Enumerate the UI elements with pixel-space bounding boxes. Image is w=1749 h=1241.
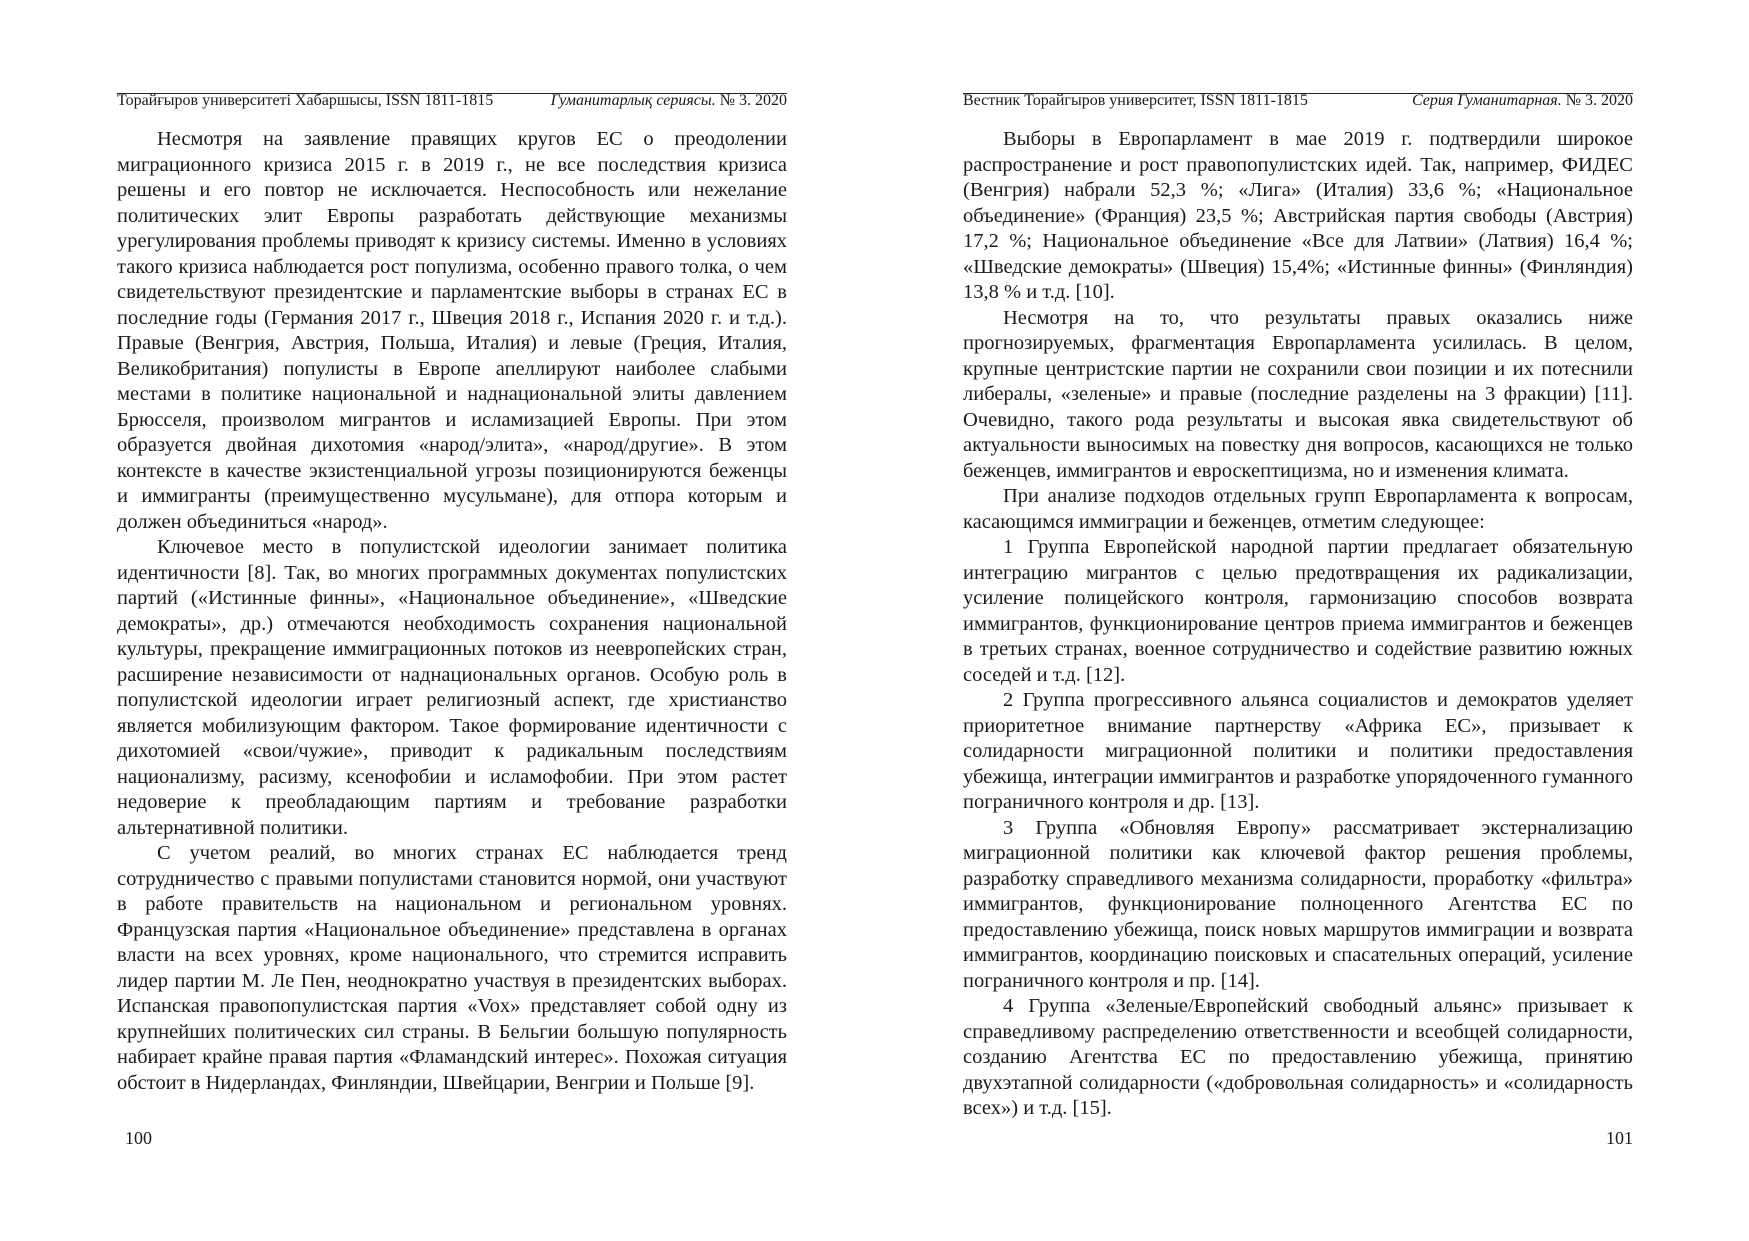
running-header	[117, 91, 787, 109]
paragraph: При анализе подходов отдельных групп Европарламента к вопросам, касающимся иммиграции и беженцев, отметим следующее:	[963, 485, 1633, 533]
paragraph: С учетом реалий, во многих странах ЕС наблюдается тренд сотрудничество с правыми популистами становится нормой, они участвуют в работе правительств на национальном и региональном уровнях. Французская партия «Национальное объединение» представлена в органах власти на всех уровнях, кроме национального, что стремится исправить лидер партии М. Ле Пен, неоднократно участвуя в президентских выборах. Испанская правопопулистская партия «Vox» представляет собой одну из крупнейших политических сил страны. В Бельгии большую популярность набирает крайне правая партия «Фламандский интерес». Похожая ситуация обстоит в Нидерландах, Финляндии, Швейцарии, Венгрии и Польше [9].	[117, 842, 787, 1094]
journal-title: Торайғыров университеті Хабаршысы, ISSN 1811-1815	[117, 92, 494, 109]
page-body	[117, 127, 787, 1096]
page-body	[963, 127, 1633, 1122]
running-header	[963, 91, 1633, 109]
paragraph: 2 Группа прогрессивного альянса социалистов и демократов уделяет приоритетное внимание партнерству «Африка ЕС», призывает к солидарности миграционной политики и политики предоставления убежища, интеграции иммигрантов и разработке упорядоченного гуманного пограничного контроля и др. [13].	[963, 689, 1633, 813]
paragraph: Несмотря на заявление правящих кругов ЕС о преодолении миграционного кризиса 2015 г. в 2019 г., не все последствия кризиса решены и его повтор не исключается. Неспособность или нежелание политических элит Европы разработать действующие механизмы урегулирования проблемы приводят к кризису системы. Именно в условиях такого кризиса наблюдается рост популизма, особенно правого толка, о чем свидетельствуют президентские и парламентские выборы в странах ЕС в последние годы (Германия 2017 г., Швеция 2018 г., Испания 2020 г. и т.д.). Правые (Венгрия, Австрия, Польша, Италия) и левые (Греция, Италия, Великобритания) популисты в Европе апеллируют наиболее слабыми местами в политике национальной и наднациональной элиты давлением Брюсселя, произволом мигрантов и исламизацией Европы. При этом образуется двойная дихотомия «народ/элита», «народ/другие». В этом контексте в качестве экзистенциальной угрозы позиционируются беженцы и иммигранты (преимущественно мусульмане), для отпора которым и должен объединиться «народ».	[117, 128, 787, 533]
series-info	[551, 91, 787, 111]
page-number: 101	[1606, 1128, 1633, 1148]
paragraph: 3 Группа «Обновляя Европу» рассматривает экстернализацию миграционной политики как ключевой фактор решения проблемы, разработку справедливого механизма солидарности, проработку «фильтра» иммигрантов, функционирование полноценного Агентства ЕС по предоставлению убежища, поиск новых маршрутов иммиграции и возврата иммигрантов, координацию поисковых и спасательных операций, усиление пограничного контроля и пр. [14].	[963, 816, 1633, 992]
paragraph: Выборы в Европарламент в мае 2019 г. подтвердили широкое распространение и рост правопопулистских идей. Так, например, ФИДЕС (Венгрия) набрали 52,3 %; «Лига» (Италия) 33,6 %; «Национальное объединение» (Франция) 23,5 %; Австрийская партия свободы (Австрия) 17,2 %; Национальное объединение «Все для Латвии» (Латвия) 16,4 %; «Шведские демократы» (Швеция) 15,4%; «Истинные финны» (Финляндия) 13,8 % и т.д. [10].	[963, 128, 1633, 303]
series-name: Серия Гуманитарная.	[1412, 92, 1562, 109]
page-number: 100	[125, 1128, 152, 1148]
paragraph: 4 Группа «Зеленые/Европейский свободный альянс» призывает к справедливому распределению ответственности и всеобщей солидарности, созданию Агентства ЕС по предоставлению убежища, принятию двухэтапной солидарности («добровольная солидарность» и «солидарность всех») и т.д. [15].	[963, 995, 1633, 1119]
paragraph: 1 Группа Европейской народной партии предлагает обязательную интеграцию мигрантов с целью предотвращения их радикализации, усиление полицейского контроля, гармонизацию способов возврата иммигрантов, функционирование центров приема иммигрантов и беженцев в третьих странах, военное сотрудничество и содействие развитию южных соседей и т.д. [12].	[963, 536, 1633, 686]
issue-number: № 3. 2020	[1565, 92, 1633, 109]
paragraph: Несмотря на то, что результаты правых оказались ниже прогнозируемых, фрагментация Европарламента усилилась. В целом, крупные центристские партии не сохранили свои позиции и их потеснили либералы, «зеленые» и правые (последние разделены на 3 фракции) [11]. Очевидно, такого рода результаты и высокая явка свидетельствуют об актуальности выносимых на повестку дня вопросов, касающихся не только беженцев, иммигрантов и евроскептицизма, но и изменения климата.	[963, 306, 1633, 482]
issue-number: № 3. 2020	[719, 92, 787, 109]
journal-title: Вестник Торайгыров университет, ISSN 1811-1815	[963, 92, 1308, 109]
paragraph: Ключевое место в популистской идеологии занимает политика идентичности [8]. Так, во многих программных документах популистских партий («Истинные финны», «Национальное объединение», «Шведские демократы», др.) отмечаются необходимость сохранения национальной культуры, прекращение иммиграционных потоков из неевропейских стран, расширение независимости от наднациональных органов. Особую роль в популистской идеологии играет религиозный аспект, где христианство является мобилизующим фактором. Такое формирование идентичности с дихотомией «свои/чужие», приводит к радикальным последствиям национализму, расизму, ксенофобии и исламофобии. При этом растет недоверие к преобладающим партиям и требование разработки альтернативной политики.	[117, 536, 787, 839]
series-info	[1412, 91, 1633, 111]
series-name: Гуманитарлық сериясы.	[550, 92, 716, 109]
